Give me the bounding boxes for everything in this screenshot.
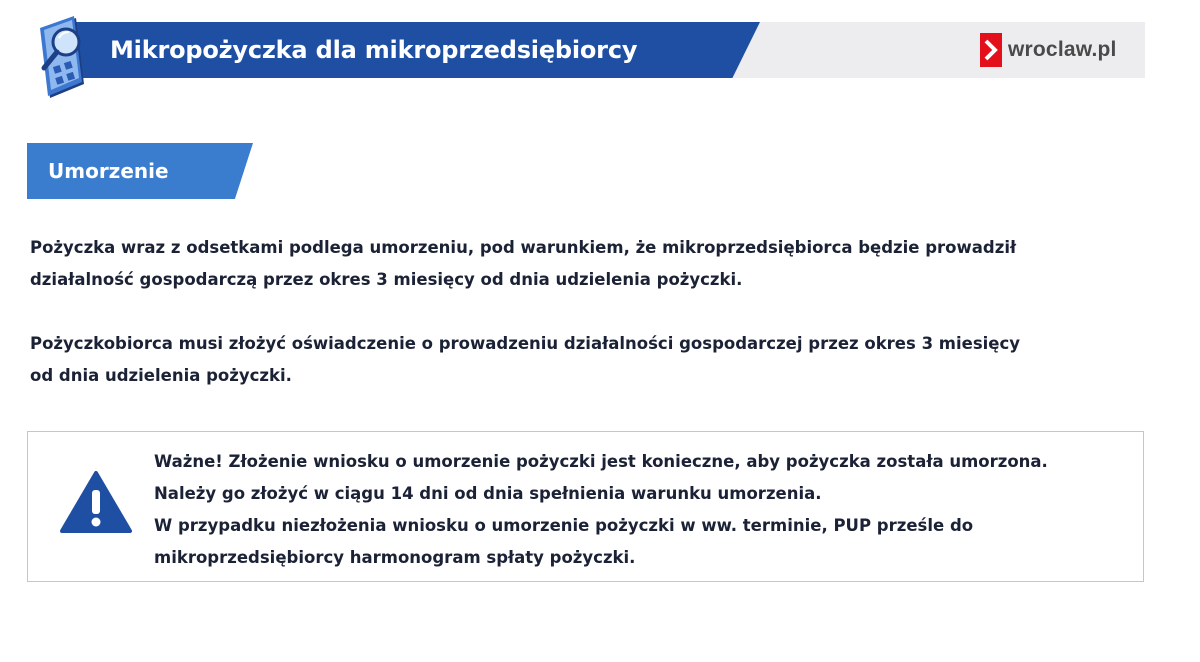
notice-line: W przypadku niezłożenia wniosku o umorzenie pożyczki w ww. terminie, PUP prześle do <box>154 516 974 535</box>
paragraph-line: Pożyczkobiorca musi złożyć oświadczenie o prowadzeniu działalności gospodarczej przez okres 3 miesięcy <box>30 334 1021 353</box>
notice-text <box>154 446 1114 574</box>
section-heading: Umorzenie <box>48 159 169 183</box>
page-title: Mikropożyczka dla mikroprzedsiębiorcy <box>110 36 638 64</box>
paragraph <box>30 328 1110 392</box>
logo-text: wroclaw.pl <box>1008 38 1117 61</box>
notice-line: mikroprzedsiębiorcy harmonogram spłaty pożyczki. <box>154 548 636 567</box>
magnifier-book-icon <box>32 10 94 100</box>
paragraph-line: od dnia udzielenia pożyczki. <box>30 366 292 385</box>
paragraph <box>30 232 1110 296</box>
chevron-right-icon <box>980 33 1002 67</box>
notice-line: Należy go złożyć w ciągu 14 dni od dnia spełnienia warunku umorzenia. <box>154 484 822 503</box>
paragraph-line: działalność gospodarczą przez okres 3 miesięcy od dnia udzielenia pożyczki. <box>30 270 743 289</box>
wroclaw-logo[interactable] <box>980 33 1117 67</box>
notice-line: Ważne! Złożenie wniosku o umorzenie pożyczki jest konieczne, aby pożyczka została umorzona. <box>154 452 1048 471</box>
paragraph-line: Pożyczka wraz z odsetkami podlega umorzeniu, pod warunkiem, że mikroprzedsiębiorca będzie prowadził <box>30 238 1017 257</box>
warning-triangle-icon <box>60 470 132 534</box>
